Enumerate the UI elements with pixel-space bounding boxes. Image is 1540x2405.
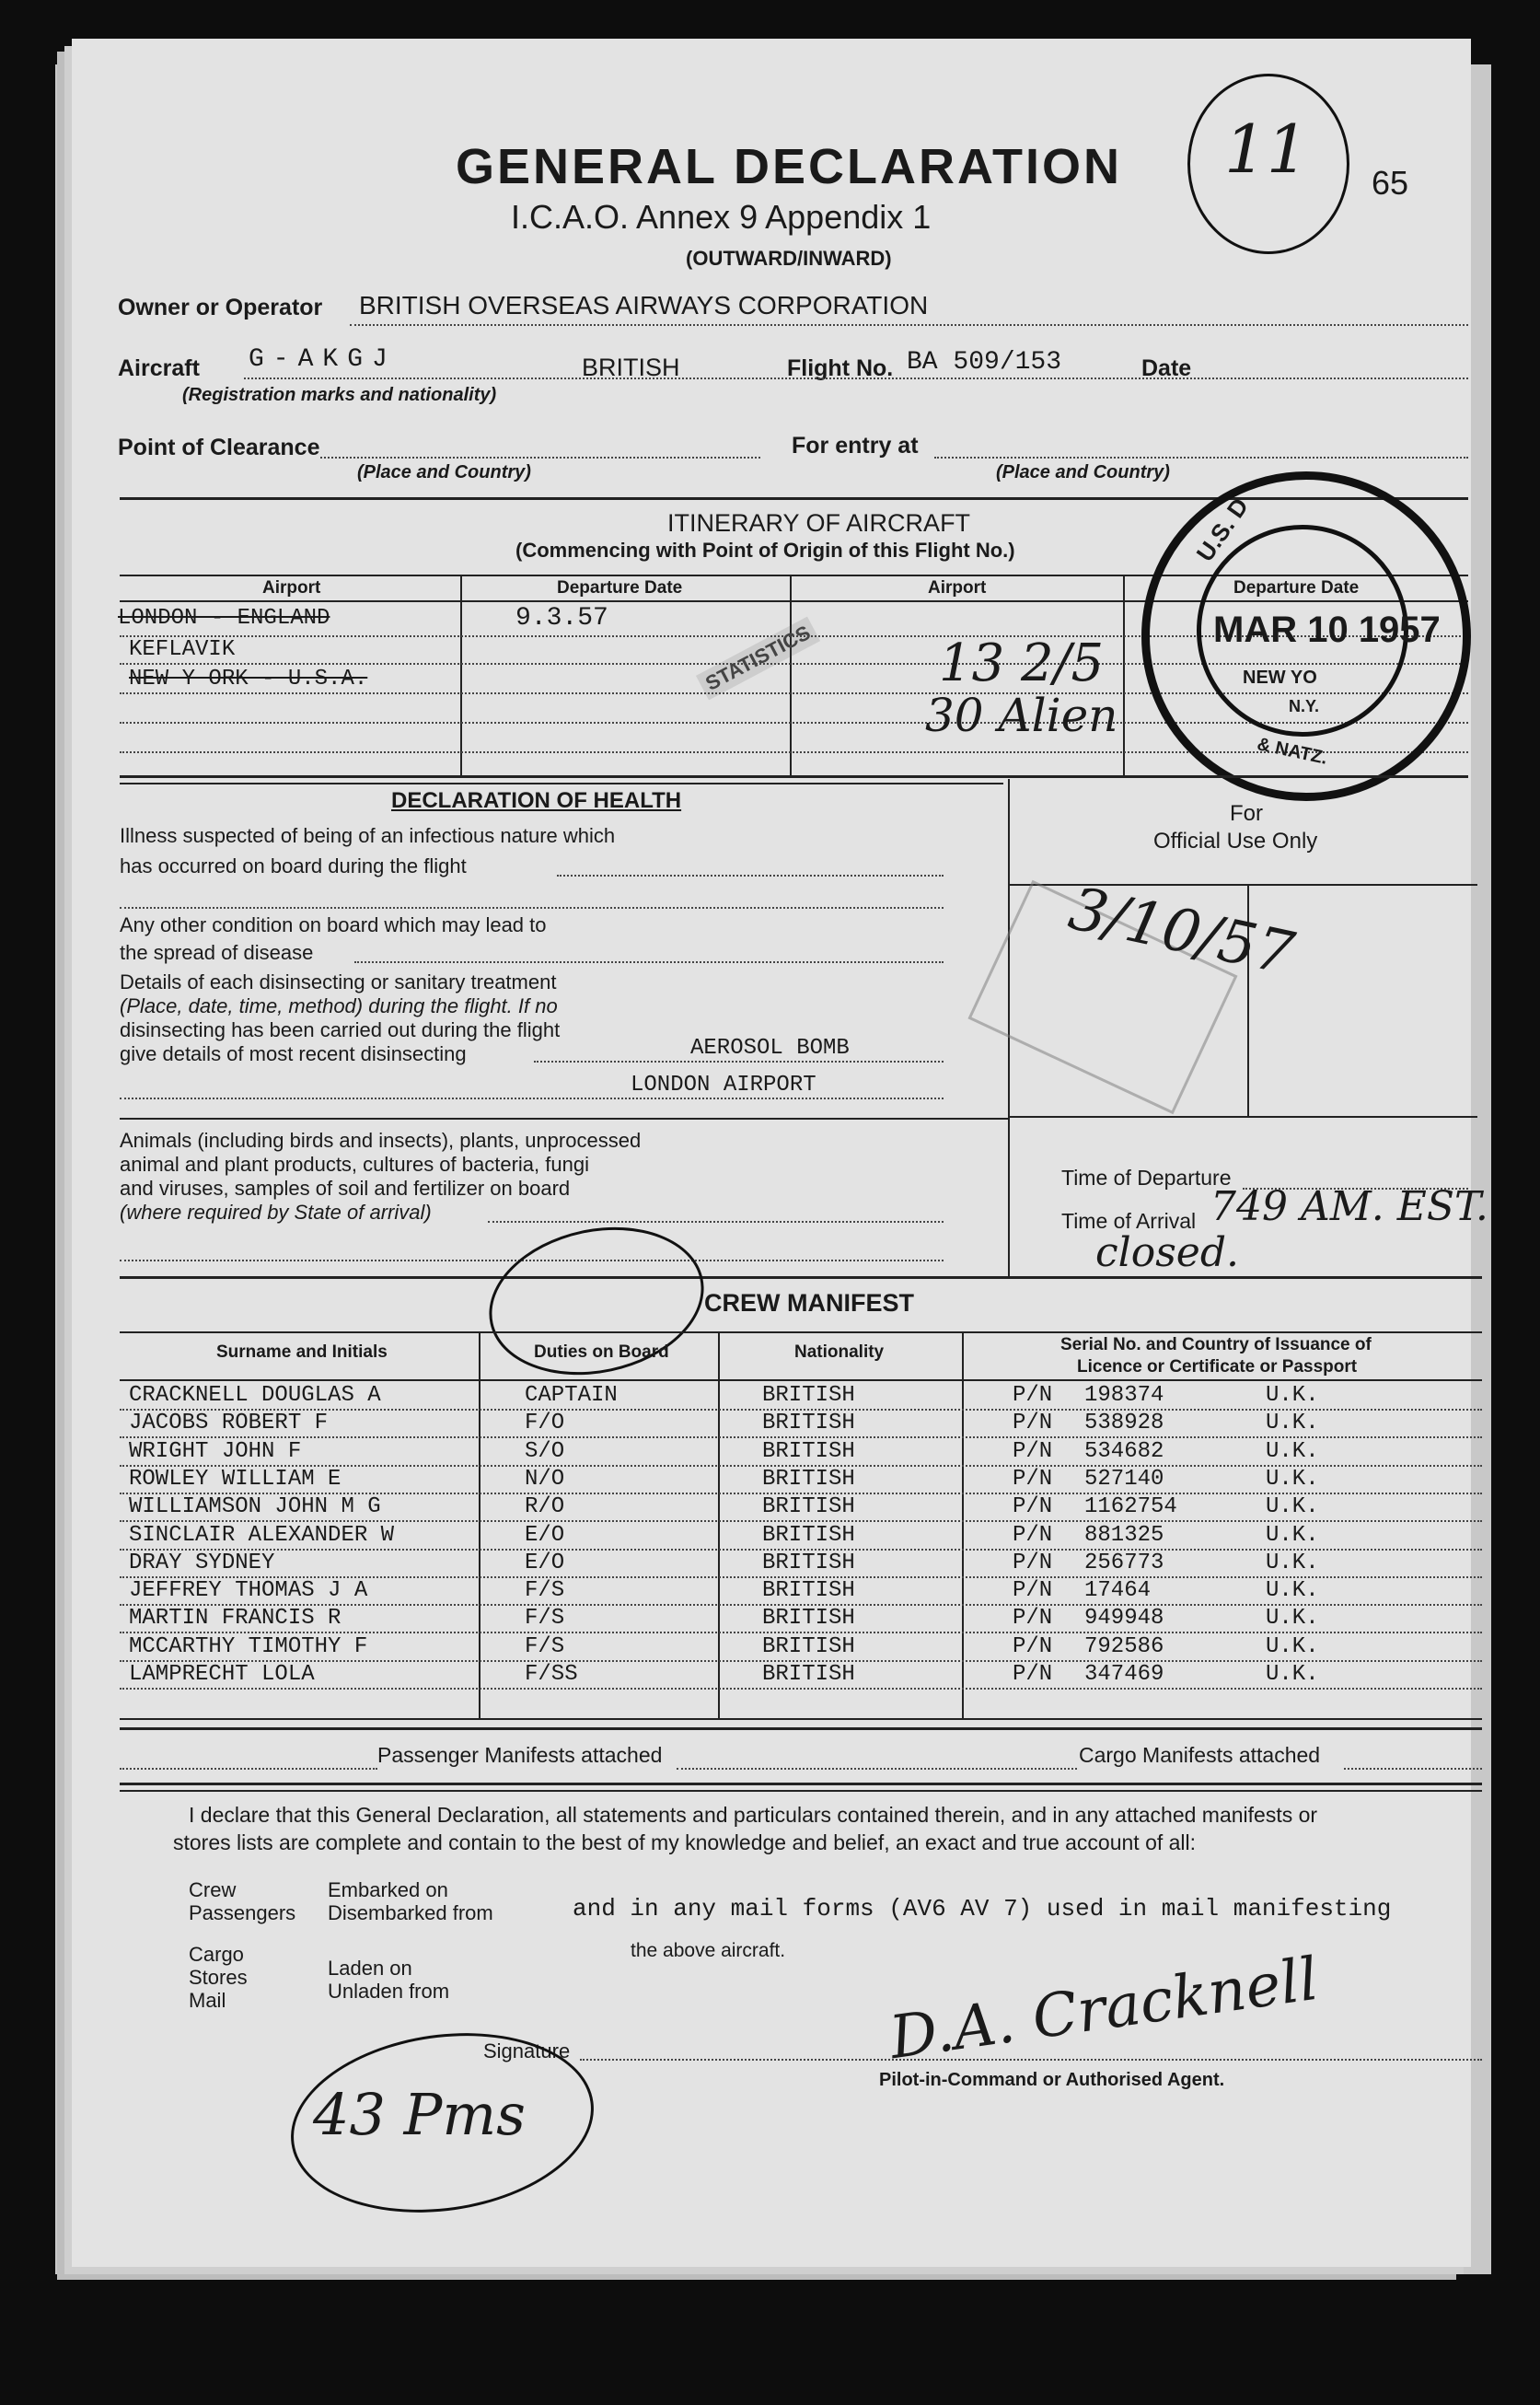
passenger-manifest-line bbox=[120, 1768, 377, 1770]
crew-serial: 527140 bbox=[1084, 1466, 1164, 1492]
disinsect-line-2 bbox=[120, 1098, 944, 1099]
crew-nat: BRITISH bbox=[762, 1494, 855, 1520]
animals-line-1: Animals (including birds and insects), plants, unprocessed bbox=[120, 1129, 642, 1152]
illness-extra-line bbox=[120, 907, 944, 909]
itin-divider-3 bbox=[1123, 575, 1125, 775]
owner-label: Owner or Operator bbox=[118, 295, 323, 320]
flight-label: Flight No. bbox=[787, 355, 894, 381]
other-line-1: Any other condition on board which may lead to bbox=[120, 913, 547, 936]
declaration-line-1: I declare that this General Declaration, all statements and particulars contained therein, and in any attached manifests or bbox=[189, 1803, 1318, 1827]
crew-pre: P/N bbox=[1013, 1606, 1053, 1632]
crew-duty: F/S bbox=[525, 1578, 565, 1604]
usd-stamp-top: U.S. D bbox=[1190, 493, 1255, 567]
crew-row bbox=[0, 1439, 1335, 1467]
crew-pre: P/N bbox=[1013, 1522, 1053, 1548]
crew-country: U.K. bbox=[1266, 1662, 1319, 1687]
page-number: 65 bbox=[1372, 164, 1409, 202]
entry-label: For entry at bbox=[792, 433, 919, 459]
signatory-label: Pilot-in-Command or Authorised Agent. bbox=[879, 2070, 1225, 2090]
decl-crew: Crew bbox=[189, 1878, 237, 1901]
crew-name: DRAY SYDNEY bbox=[129, 1550, 275, 1575]
itin-departure-date: 9.3.57 bbox=[515, 604, 608, 633]
usd-stamp-bottom: & NATZ. bbox=[1255, 734, 1329, 769]
other-answer-line bbox=[354, 961, 944, 963]
crew-name: JACOBS ROBERT F bbox=[129, 1411, 329, 1436]
crew-row bbox=[0, 1411, 1335, 1438]
official-handwritten-date: 3/10/57 bbox=[1063, 875, 1300, 989]
crew-name: WILLIAMSON JOHN M G bbox=[129, 1494, 381, 1520]
health-top-rule bbox=[120, 783, 1003, 784]
official-label-1: For bbox=[1230, 801, 1263, 826]
crew-col-duty: Duties on Board bbox=[534, 1342, 669, 1362]
illness-line-2: has occurred on board during the flight bbox=[120, 854, 467, 877]
itin-airport-3: NEW Y ORK - U.S.A. bbox=[129, 667, 368, 691]
crew-bottom-rule bbox=[120, 1718, 1482, 1720]
itinerary-bottom-rule bbox=[120, 775, 1468, 778]
crew-pre: P/N bbox=[1013, 1383, 1053, 1408]
decl-laden: Laden on bbox=[328, 1957, 412, 1980]
direction-label: (OUTWARD/INWARD) bbox=[686, 247, 892, 270]
crew-name: WRIGHT JOHN F bbox=[129, 1438, 302, 1464]
crew-country: U.K. bbox=[1266, 1383, 1319, 1408]
owner-value: BRITISH OVERSEAS AIRWAYS CORPORATION bbox=[359, 291, 929, 320]
aircraft-line bbox=[244, 378, 1468, 379]
aircraft-hint: (Registration marks and nationality) bbox=[182, 385, 497, 405]
decl-unladen: Unladen from bbox=[328, 1980, 450, 2003]
crew-serial: 792586 bbox=[1084, 1633, 1164, 1659]
illness-answer-line bbox=[557, 875, 944, 877]
arrival-time-label: Time of Arrival bbox=[1061, 1209, 1197, 1233]
arrival-time-value: 749 AM. EST. bbox=[1210, 1183, 1488, 1230]
usd-stamp-state: N.Y. bbox=[1289, 697, 1320, 715]
crew-duty: F/S bbox=[525, 1606, 565, 1632]
aircraft-label: Aircraft bbox=[118, 355, 200, 381]
manifest-bottom-rule bbox=[120, 1783, 1482, 1785]
above-aircraft-text: the above aircraft. bbox=[631, 1940, 786, 1961]
crew-serial: 949948 bbox=[1084, 1606, 1164, 1632]
crew-duty: E/O bbox=[525, 1550, 565, 1575]
itin-divider-1 bbox=[460, 575, 462, 775]
crew-row bbox=[0, 1383, 1335, 1411]
decl-embarked: Embarked on bbox=[328, 1878, 448, 1901]
decl-stores: Stores bbox=[189, 1966, 248, 1989]
manifest-middle-line bbox=[677, 1768, 1077, 1770]
passenger-manifest-label: Passenger Manifests attached bbox=[377, 1743, 663, 1767]
crew-title: CREW MANIFEST bbox=[704, 1289, 914, 1317]
crew-header-top bbox=[120, 1331, 1482, 1333]
itin-handwritten-2: 30 Alien bbox=[925, 689, 1118, 742]
crew-nat: BRITISH bbox=[762, 1466, 855, 1492]
crew-header-bottom bbox=[120, 1379, 1482, 1381]
crew-name: ROWLEY WILLIAM E bbox=[129, 1466, 342, 1492]
itin-divider-2 bbox=[790, 575, 792, 775]
clearance-hint: (Place and Country) bbox=[357, 462, 531, 482]
crew-pre: P/N bbox=[1013, 1438, 1053, 1464]
crew-serial: 881325 bbox=[1084, 1522, 1164, 1548]
itin-col-airport-1: Airport bbox=[262, 578, 321, 598]
crew-duty: R/O bbox=[525, 1494, 565, 1520]
crew-col-nationality: Nationality bbox=[794, 1342, 885, 1362]
animals-line-3: and viruses, samples of soil and fertilizer on board bbox=[120, 1177, 571, 1200]
form-title: GENERAL DECLARATION bbox=[456, 139, 1123, 194]
usd-stamp-city: NEW YO bbox=[1243, 668, 1317, 688]
usd-stamp-date: MAR 10 1957 bbox=[1213, 610, 1441, 650]
crew-country: U.K. bbox=[1266, 1550, 1319, 1575]
crew-serial: 256773 bbox=[1084, 1550, 1164, 1575]
crew-country: U.K. bbox=[1266, 1494, 1319, 1520]
crew-name: CRACKNELL DOUGLAS A bbox=[129, 1383, 381, 1408]
crew-name: JEFFREY THOMAS J A bbox=[129, 1578, 368, 1604]
crew-bottom-rule-2 bbox=[120, 1727, 1482, 1730]
date-label: Date bbox=[1141, 355, 1192, 381]
decl-disembarked: Disembarked from bbox=[328, 1901, 493, 1924]
crew-nat: BRITISH bbox=[762, 1550, 855, 1575]
crew-row bbox=[0, 1578, 1335, 1606]
entry-line bbox=[934, 457, 1468, 459]
crew-row bbox=[0, 1494, 1335, 1522]
crew-nat: BRITISH bbox=[762, 1578, 855, 1604]
crew-pre: P/N bbox=[1013, 1411, 1053, 1436]
crew-row bbox=[0, 1551, 1335, 1578]
crew-duty: F/O bbox=[525, 1411, 565, 1436]
itin-airport-1: LONDON - ENGLAND bbox=[118, 606, 330, 631]
disinsect-place: LONDON AIRPORT bbox=[631, 1073, 816, 1098]
crew-serial: 538928 bbox=[1084, 1411, 1164, 1436]
animals-top-rule bbox=[120, 1118, 1008, 1120]
decl-mail: Mail bbox=[189, 1989, 226, 2012]
pms-note-text: 43 Pms bbox=[313, 2081, 526, 2148]
crew-serial: 198374 bbox=[1084, 1383, 1164, 1408]
crew-country: U.K. bbox=[1266, 1466, 1319, 1492]
crew-col-serial-1: Serial No. and Country of Issuance of bbox=[1060, 1335, 1372, 1354]
crew-nat: BRITISH bbox=[762, 1606, 855, 1632]
cargo-manifest-label: Cargo Manifests attached bbox=[1079, 1743, 1321, 1767]
aircraft-marks: G-AKGJ bbox=[249, 345, 397, 374]
itin-col-date-2: Departure Date bbox=[1233, 578, 1360, 598]
illness-line-1: Illness suspected of being of an infectious nature which bbox=[120, 824, 616, 847]
crew-country: U.K. bbox=[1266, 1411, 1319, 1436]
decl-cargo: Cargo bbox=[189, 1943, 244, 1966]
crew-country: U.K. bbox=[1266, 1578, 1319, 1604]
closed-note: closed. bbox=[1095, 1229, 1239, 1276]
statistics-stamp: STATISTICS bbox=[696, 617, 820, 701]
details-line-1: Details of each disinsecting or sanitary treatment bbox=[120, 970, 557, 993]
itin-col-date-1: Departure Date bbox=[557, 578, 683, 598]
clearance-line bbox=[320, 457, 760, 459]
crew-top-rule bbox=[120, 1276, 1482, 1279]
clearance-label: Point of Clearance bbox=[118, 435, 320, 460]
animals-line-4: (where required by State of arrival) bbox=[120, 1201, 432, 1224]
crew-duty: F/SS bbox=[525, 1662, 578, 1687]
crew-row bbox=[0, 1467, 1335, 1494]
manifest-bottom-rule-2 bbox=[120, 1790, 1482, 1792]
itinerary-subtitle: (Commencing with Point of Origin of this Flight No.) bbox=[515, 539, 1015, 562]
crew-serial: 17464 bbox=[1084, 1578, 1152, 1604]
details-line-4: give details of most recent disinsecting bbox=[120, 1042, 467, 1065]
aircraft-nationality: BRITISH bbox=[582, 354, 680, 381]
decl-passengers: Passengers bbox=[189, 1901, 296, 1924]
crew-serial: 347469 bbox=[1084, 1662, 1164, 1687]
crew-nat: BRITISH bbox=[762, 1438, 855, 1464]
crew-nat: BRITISH bbox=[762, 1383, 855, 1408]
captain-signature: D.A. Cracknell bbox=[886, 1945, 1323, 2074]
disinsect-line-1 bbox=[534, 1061, 944, 1063]
crew-duty: N/O bbox=[525, 1466, 565, 1492]
health-title: DECLARATION OF HEALTH bbox=[391, 788, 682, 813]
crew-pre: P/N bbox=[1013, 1633, 1053, 1659]
form-subtitle: I.C.A.O. Annex 9 Appendix 1 bbox=[511, 198, 932, 236]
crew-nat: BRITISH bbox=[762, 1522, 855, 1548]
crew-col-name: Surname and Initials bbox=[216, 1342, 388, 1362]
other-line-2: the spread of disease bbox=[120, 941, 314, 964]
crew-pre: P/N bbox=[1013, 1578, 1053, 1604]
crew-row-line bbox=[120, 1688, 1482, 1690]
crew-name: MCCARTHY TIMOTHY F bbox=[129, 1633, 368, 1659]
cargo-manifest-line bbox=[1344, 1768, 1482, 1770]
crew-row bbox=[0, 1634, 1335, 1662]
crew-pre: P/N bbox=[1013, 1662, 1053, 1687]
crew-country: U.K. bbox=[1266, 1633, 1319, 1659]
crew-name: LAMPRECHT LOLA bbox=[129, 1662, 315, 1687]
disinsect-method: AEROSOL BOMB bbox=[690, 1036, 850, 1061]
itinerary-title: ITINERARY OF AIRCRAFT bbox=[667, 509, 971, 537]
crew-pre: P/N bbox=[1013, 1494, 1053, 1520]
crew-serial: 1162754 bbox=[1084, 1494, 1177, 1520]
signature-label: Signature bbox=[483, 2039, 571, 2062]
itin-col-airport-2: Airport bbox=[928, 578, 987, 598]
signature-line bbox=[580, 2059, 1482, 2061]
flight-value: BA 509/153 bbox=[907, 348, 1062, 377]
crew-name: MARTIN FRANCIS R bbox=[129, 1606, 342, 1632]
crew-duty: CAPTAIN bbox=[525, 1383, 618, 1408]
owner-line bbox=[350, 324, 1468, 326]
crew-duty: F/S bbox=[525, 1633, 565, 1659]
crew-duty: S/O bbox=[525, 1438, 565, 1464]
crew-pre: P/N bbox=[1013, 1466, 1053, 1492]
official-rule-2 bbox=[1008, 1116, 1477, 1118]
crew-country: U.K. bbox=[1266, 1438, 1319, 1464]
crew-nat: BRITISH bbox=[762, 1662, 855, 1687]
crew-row bbox=[0, 1606, 1335, 1633]
animals-line-2: animal and plant products, cultures of bacteria, fungi bbox=[120, 1153, 589, 1176]
crew-serial: 534682 bbox=[1084, 1438, 1164, 1464]
entry-hint: (Place and Country) bbox=[996, 462, 1170, 482]
details-line-3: disinsecting has been carried out during the flight bbox=[120, 1018, 561, 1041]
crew-nat: BRITISH bbox=[762, 1411, 855, 1436]
handwritten-number: 11 bbox=[1224, 110, 1309, 188]
crew-row bbox=[0, 1523, 1335, 1551]
mail-forms-text: and in any mail forms (AV6 AV 7) used in mail manifesting bbox=[573, 1895, 1392, 1923]
departure-time-label: Time of Departure bbox=[1061, 1166, 1232, 1190]
itin-handwritten-1: 13 2/5 bbox=[939, 633, 1105, 693]
crew-nat: BRITISH bbox=[762, 1633, 855, 1659]
declaration-line-2: stores lists are complete and contain to the best of my knowledge and belief, an exact and true account of all: bbox=[173, 1830, 1197, 1854]
crew-duty: E/O bbox=[525, 1522, 565, 1548]
crew-row bbox=[0, 1662, 1335, 1690]
crew-name: SINCLAIR ALEXANDER W bbox=[129, 1522, 395, 1548]
itin-airport-2: KEFLAVIK bbox=[129, 637, 236, 662]
crew-country: U.K. bbox=[1266, 1606, 1319, 1632]
details-line-2: (Place, date, time, method) during the flight. If no bbox=[120, 994, 558, 1017]
crew-country: U.K. bbox=[1266, 1522, 1319, 1548]
crew-col-serial-2: Licence or Certificate or Passport bbox=[1077, 1357, 1358, 1377]
animals-answer-line bbox=[488, 1221, 944, 1223]
crew-pre: P/N bbox=[1013, 1550, 1053, 1575]
official-label-2: Official Use Only bbox=[1153, 829, 1318, 854]
